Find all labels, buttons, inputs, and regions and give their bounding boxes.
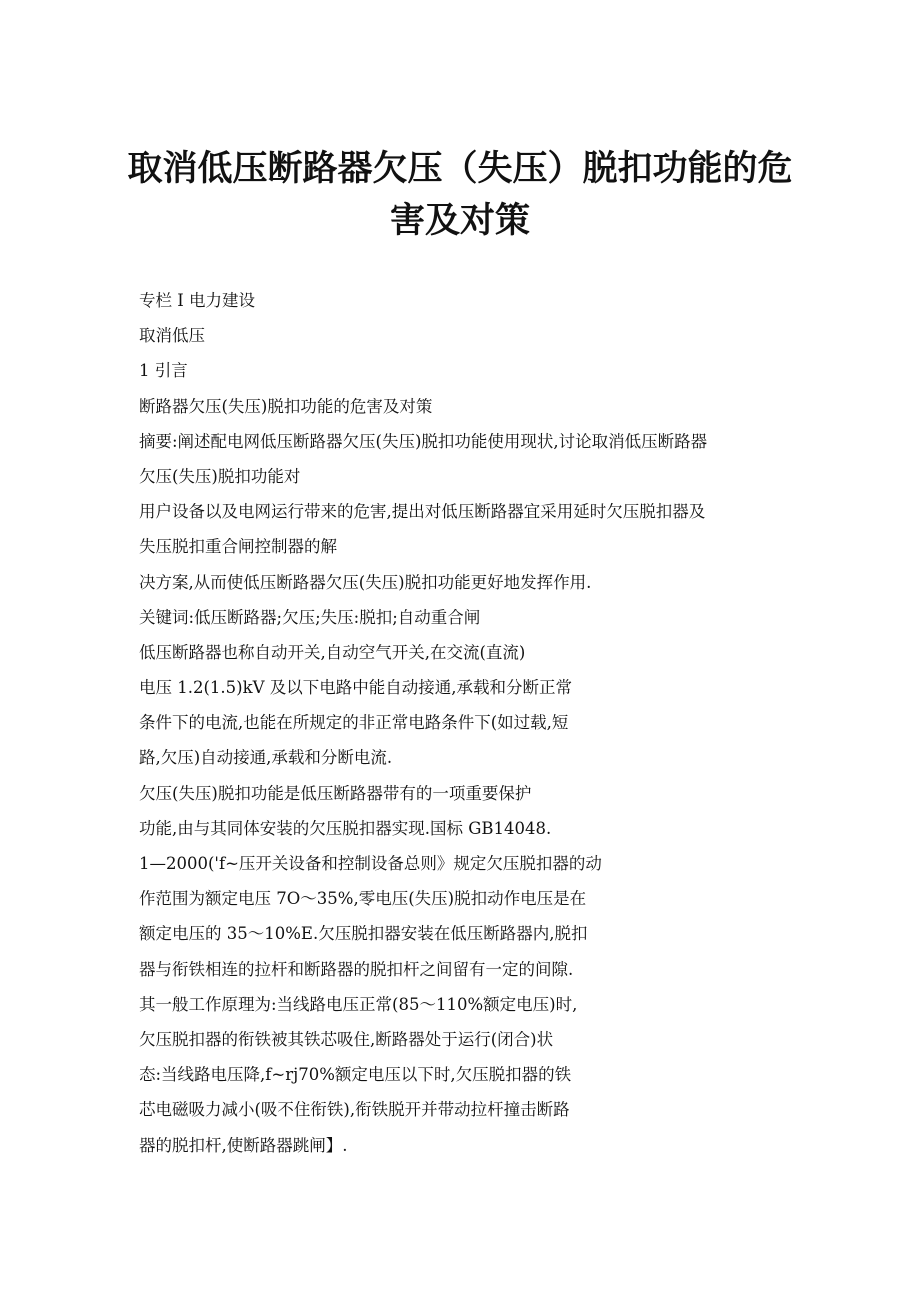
subtitle-line: 断路器欠压(失压)脱扣功能的危害及对策	[139, 396, 433, 416]
paragraph-line: 器的脱扣杆,使断路器跳闸】.	[139, 1135, 348, 1155]
paragraph-line: 低压断路器也称自动开关,自动空气开关,在交流(直流)	[139, 642, 526, 662]
paragraph-line: 其一般工作原理为:当线路电压正常(85～110%额定电压)时,	[139, 994, 578, 1014]
abstract-line: 摘要:阐述配电网低压断路器欠压(失压)脱扣功能使用现状,讨论取消低压断路器	[139, 431, 708, 451]
heading-fragment: 取消低压	[139, 326, 205, 346]
paragraph-line: 电压 1.2(1.5)kV 及以下电路中能自动接通,承载和分断正常	[139, 678, 573, 698]
section-heading-introduction: 1 引言	[139, 361, 188, 381]
abstract-line: 用户设备以及电网运行带来的危害,提出对低压断路器宜采用延时欠压脱扣器及	[139, 502, 706, 522]
abstract-line: 失压脱扣重合闸控制器的解	[139, 537, 337, 557]
title-line-2: 害及对策	[389, 201, 530, 241]
paragraph-line: 1—2000('f~压开关设备和控制设备总则》规定欠压脱扣器的动	[139, 854, 602, 873]
document-title	[100, 143, 820, 247]
document-body	[139, 283, 799, 1163]
paragraph-line: 条件下的电流,也能在所规定的非正常电路条件下(如过载,短	[139, 713, 569, 733]
paragraph-line: 欠压脱扣器的衔铁被其铁芯吸住,断路器处于运行(闭合)状	[139, 1029, 554, 1049]
abstract-line: 欠压(失压)脱扣功能对	[139, 466, 301, 486]
paragraph-line: 态:当线路电压降,f~rj70%额定电压以下时,欠压脱扣器的铁	[139, 1065, 572, 1085]
abstract-line: 决方案,从而使低压断路器欠压(失压)脱扣功能更好地发挥作用.	[139, 572, 592, 592]
paragraph-line: 路,欠压)自动接通,承载和分断电流.	[139, 748, 393, 768]
paragraph-line: 额定电压的 35～10%E.欠压脱扣器安装在低压断路器内,脱扣	[139, 924, 588, 944]
title-line-1: 取消低压断路器欠压（失压）脱扣功能的危	[127, 149, 793, 189]
paragraph-line: 器与衔铁相连的拉杆和断路器的脱扣杆之间留有一定的间隙.	[139, 959, 574, 979]
paragraph-line: 作范围为额定电压 7O～35%,零电压(失压)脱扣动作电压是在	[139, 889, 587, 909]
section-label: 专栏 I 电力建设	[139, 291, 256, 310]
paragraph-line: 欠压(失压)脱扣功能是低压断路器带有的一项重要保护	[139, 783, 532, 803]
keywords-line: 关键词:低压断路器;欠压;失压:脱扣;自动重合闸	[139, 607, 481, 627]
paragraph-line: 芯电磁吸力减小(吸不住衔铁),衔铁脱开并带动拉杆撞击断路	[139, 1100, 570, 1120]
paragraph-line: 功能,由与其同体安装的欠压脱扣器实现.国标 GB14048.	[139, 818, 552, 838]
